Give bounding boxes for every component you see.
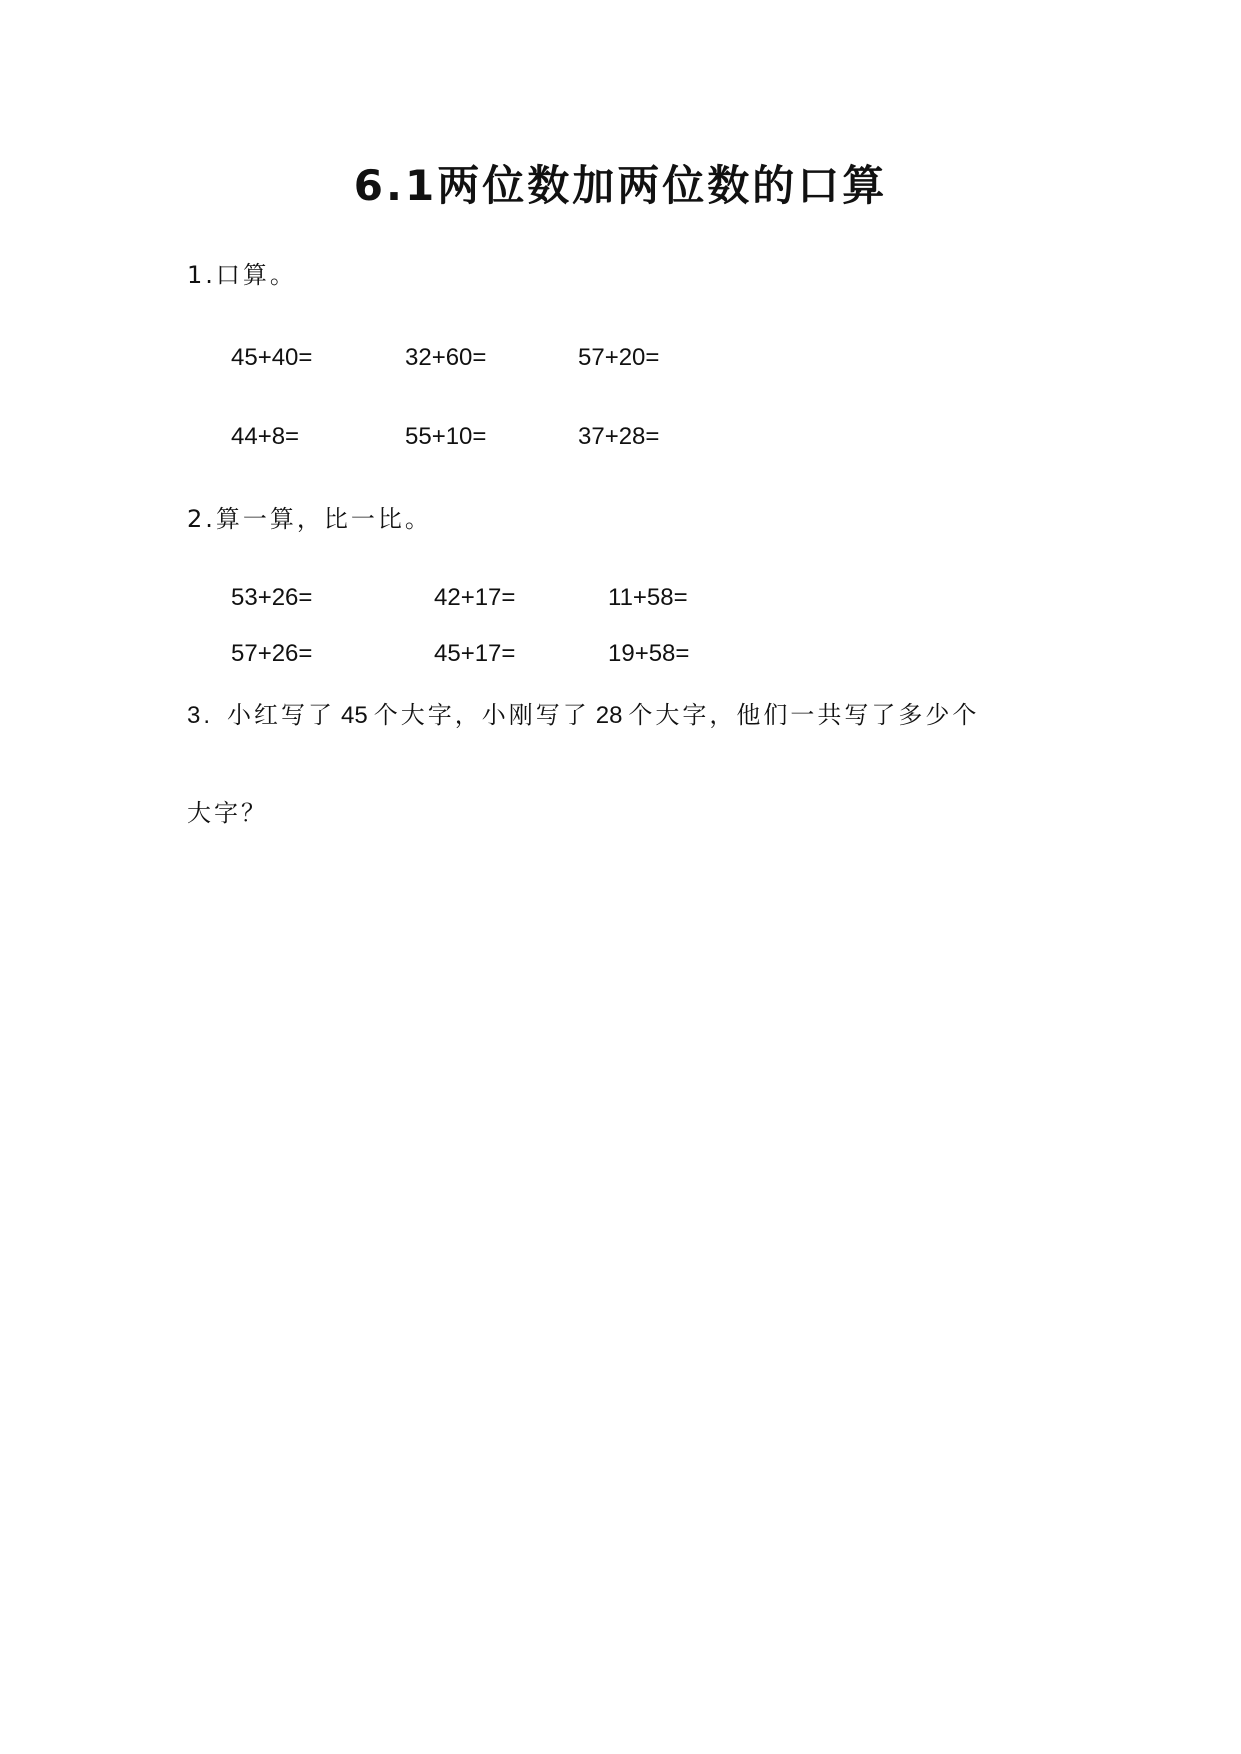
q1-expression: 57+20= xyxy=(578,344,660,371)
q1-expression: 45+40= xyxy=(231,344,313,371)
q2-expression: 57+26= xyxy=(231,640,313,667)
question-3-number-value: 28 xyxy=(595,702,623,729)
question-3-text xyxy=(187,698,979,733)
question-3-part: 小红写了 xyxy=(227,701,336,729)
question-3-part: 个大字，他们一共写了多少个 xyxy=(628,701,980,729)
question-3-number: 3. xyxy=(187,702,214,729)
question-3-number-value: 45 xyxy=(341,702,368,729)
question-3-part: 个大字，小刚写了 xyxy=(373,701,590,729)
page-title: 6.1两位数加两位数的口算 xyxy=(353,161,888,210)
question-1-heading: 1.口算。 xyxy=(187,261,297,289)
q1-expression: 55+10= xyxy=(405,423,487,450)
q1-expression: 44+8= xyxy=(231,423,300,450)
q2-expression: 19+58= xyxy=(608,640,690,667)
question-2-heading: 2.算一算，比一比。 xyxy=(187,505,432,533)
q2-expression: 45+17= xyxy=(434,640,516,667)
q1-expression: 37+28= xyxy=(578,423,660,450)
q2-expression: 53+26= xyxy=(231,584,313,611)
question-3-text-line-2: 大字？ xyxy=(187,799,268,827)
q2-expression: 11+58= xyxy=(608,584,688,611)
q2-expression: 42+17= xyxy=(434,584,516,611)
q1-expression: 32+60= xyxy=(405,344,487,371)
